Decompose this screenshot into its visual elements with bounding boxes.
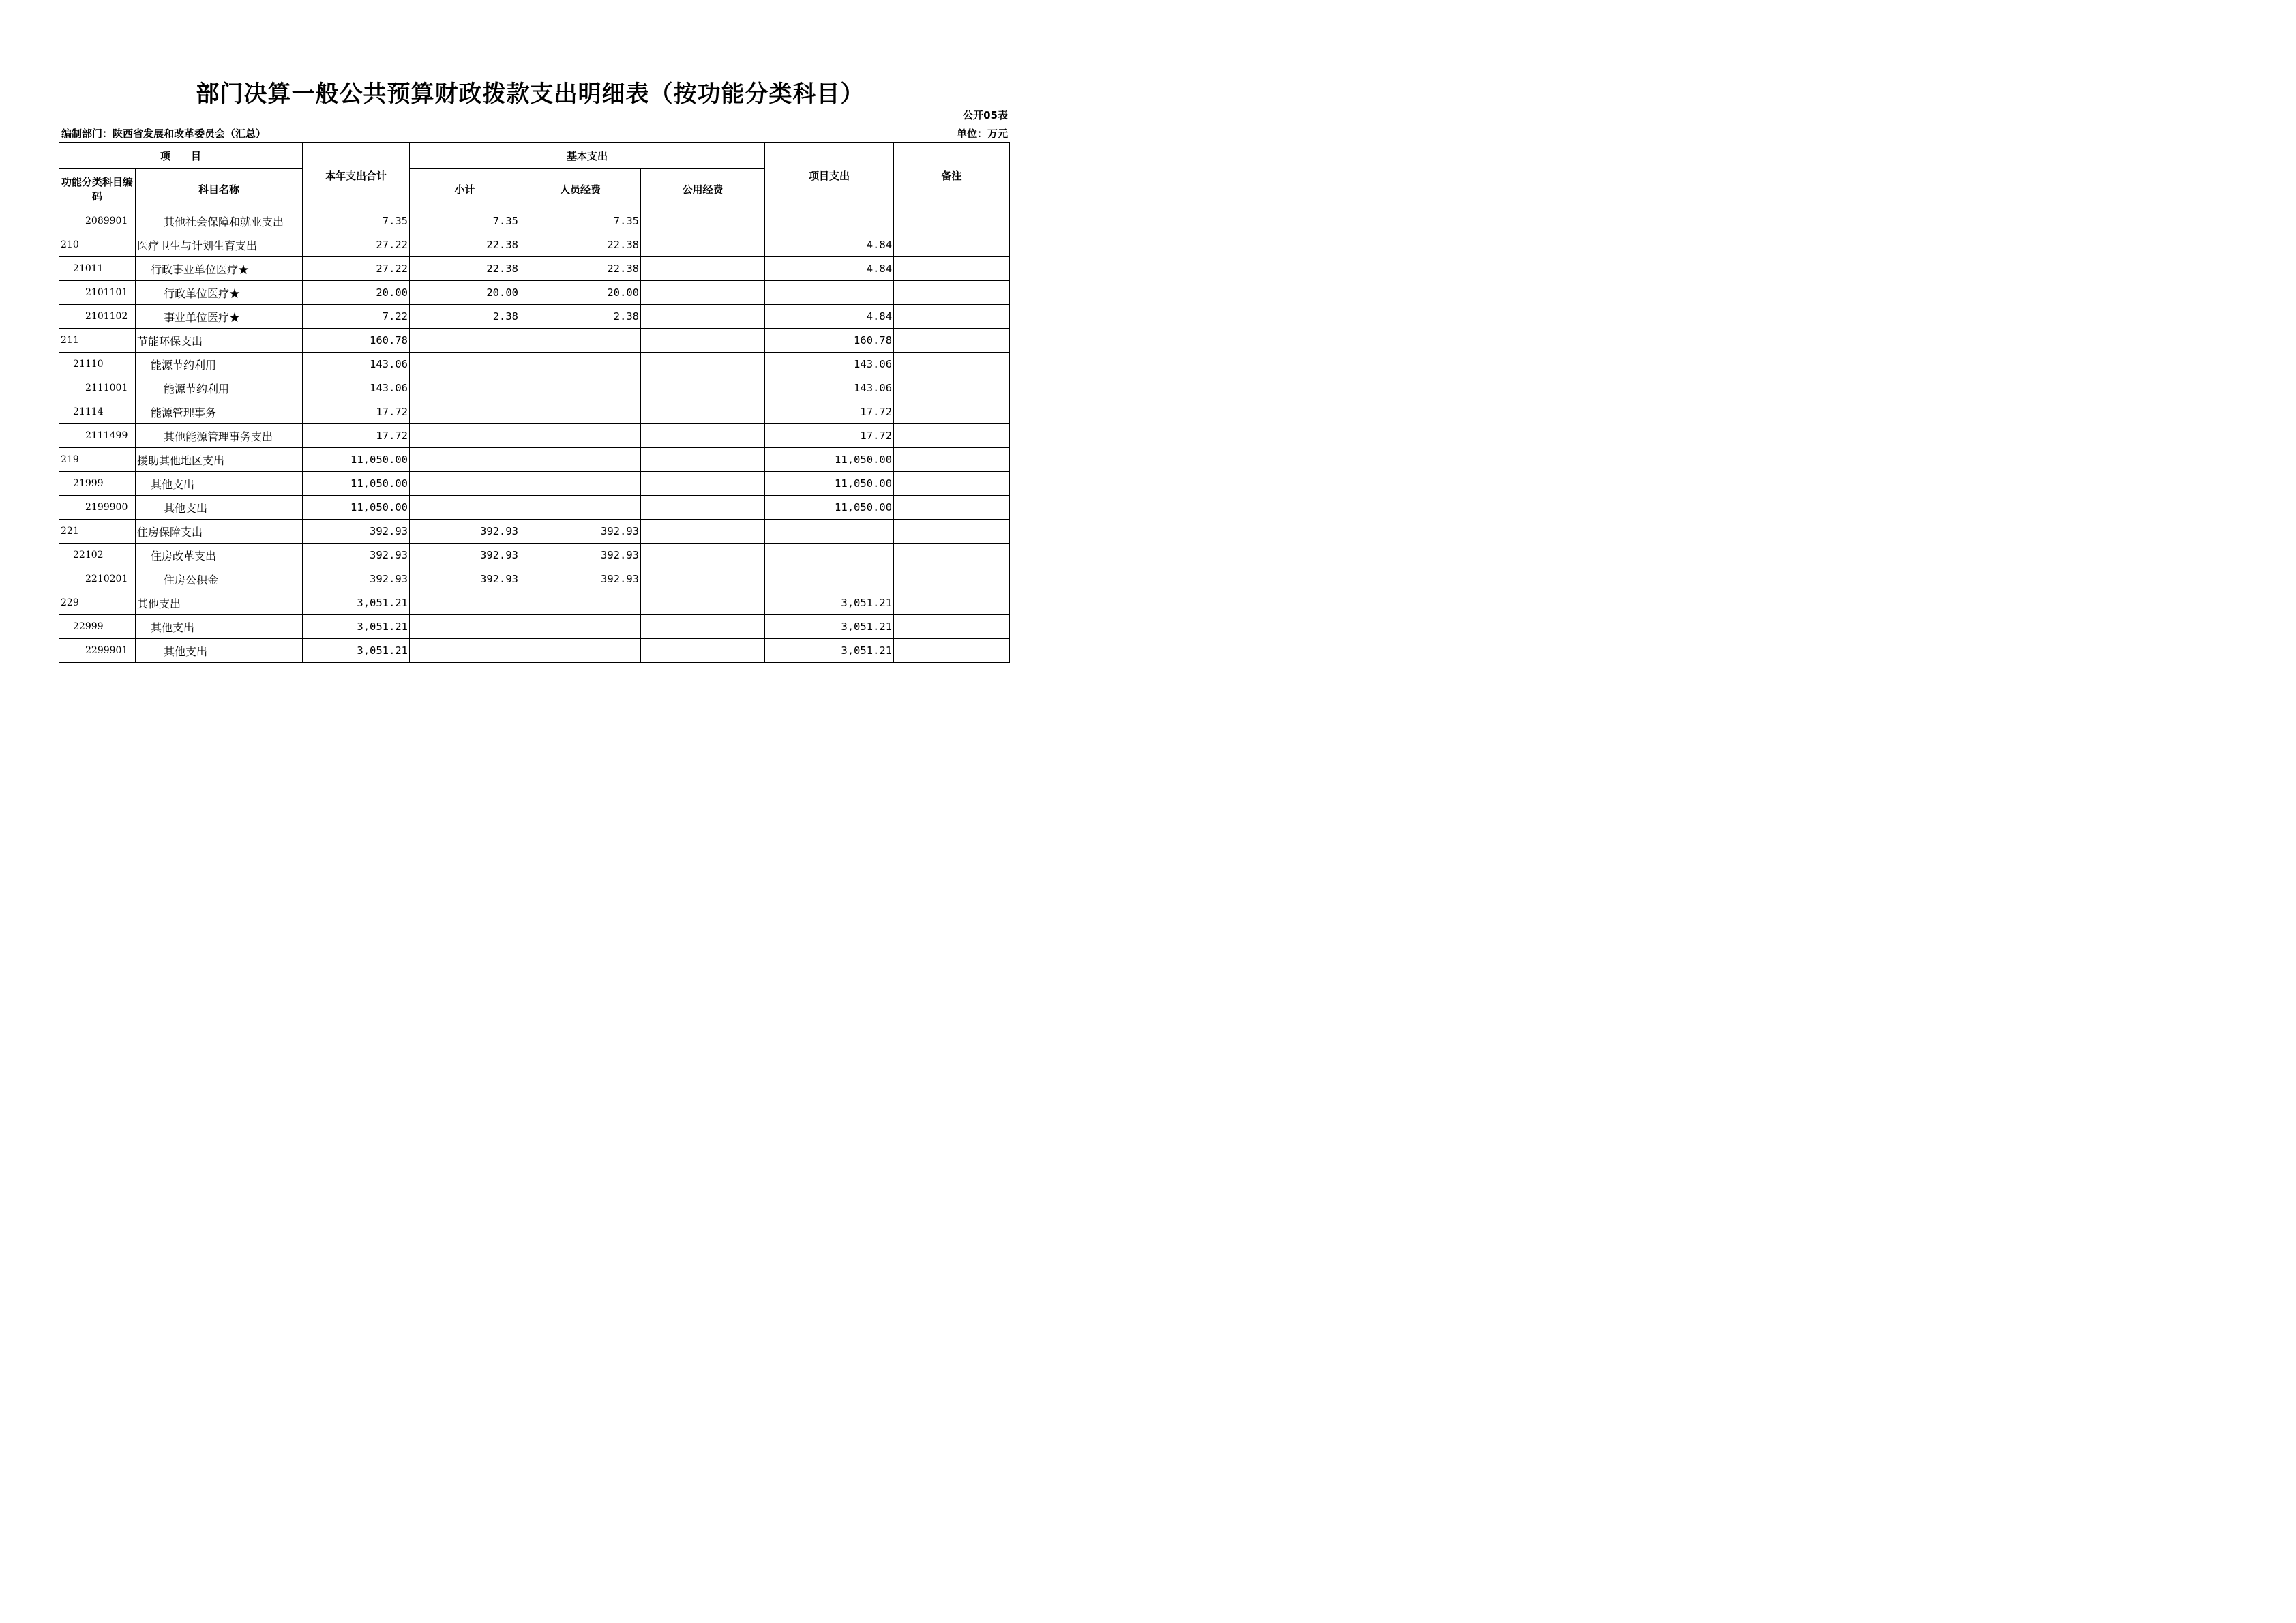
- cell-code: 21114: [59, 400, 136, 424]
- cell-public: [641, 400, 765, 424]
- cell-public: [641, 615, 765, 639]
- cell-subtotal: [410, 448, 520, 472]
- cell-subtotal: [410, 496, 520, 520]
- cell-subtotal: [410, 353, 520, 376]
- cell-project: 17.72: [765, 400, 894, 424]
- cell-code: 2111001: [59, 376, 136, 400]
- cell-subtotal: [410, 424, 520, 448]
- cell-code: 2089901: [59, 209, 136, 233]
- header-code: 功能分类科目编码: [59, 169, 136, 209]
- cell-project: 143.06: [765, 353, 894, 376]
- page-title: 部门决算一般公共预算财政拨款支出明细表（按功能分类科目）: [196, 80, 865, 108]
- cell-public: [641, 639, 765, 663]
- cell-name: 其他支出: [136, 591, 303, 615]
- cell-remark: [894, 591, 1010, 615]
- cell-code: 219: [59, 448, 136, 472]
- cell-remark: [894, 233, 1010, 257]
- table-row: [59, 257, 1010, 281]
- table-row: [59, 472, 1010, 496]
- cell-remark: [894, 353, 1010, 376]
- cell-total: 143.06: [303, 376, 410, 400]
- cell-public: [641, 496, 765, 520]
- cell-personnel: [520, 329, 641, 353]
- cell-remark: [894, 329, 1010, 353]
- cell-public: [641, 353, 765, 376]
- cell-total: 11,050.00: [303, 472, 410, 496]
- table-row: [59, 424, 1010, 448]
- cell-total: 392.93: [303, 544, 410, 567]
- cell-personnel: [520, 448, 641, 472]
- table-row: [59, 496, 1010, 520]
- cell-subtotal: 392.93: [410, 544, 520, 567]
- cell-code: 2210201: [59, 567, 136, 591]
- cell-subtotal: 392.93: [410, 520, 520, 544]
- cell-personnel: [520, 400, 641, 424]
- cell-project: [765, 209, 894, 233]
- cell-name: 节能环保支出: [136, 329, 303, 353]
- cell-public: [641, 591, 765, 615]
- cell-name: 事业单位医疗★: [136, 305, 303, 329]
- table-row: [59, 376, 1010, 400]
- cell-subtotal: 7.35: [410, 209, 520, 233]
- table-row: [59, 448, 1010, 472]
- cell-personnel: [520, 424, 641, 448]
- header-project: 项 目: [59, 143, 303, 169]
- cell-name: 援助其他地区支出: [136, 448, 303, 472]
- table-row: [59, 591, 1010, 615]
- cell-project: [765, 281, 894, 305]
- cell-name: 行政事业单位医疗★: [136, 257, 303, 281]
- cell-project: 143.06: [765, 376, 894, 400]
- cell-total: 27.22: [303, 257, 410, 281]
- cell-public: [641, 281, 765, 305]
- cell-name: 住房改革支出: [136, 544, 303, 567]
- cell-subtotal: 2.38: [410, 305, 520, 329]
- cell-code: 2299901: [59, 639, 136, 663]
- table-row: [59, 353, 1010, 376]
- cell-personnel: 20.00: [520, 281, 641, 305]
- cell-code: 229: [59, 591, 136, 615]
- cell-remark: [894, 448, 1010, 472]
- cell-code: 210: [59, 233, 136, 257]
- table-row: [59, 281, 1010, 305]
- cell-code: 221: [59, 520, 136, 544]
- header-public: 公用经费: [641, 169, 765, 209]
- cell-code: 21999: [59, 472, 136, 496]
- cell-public: [641, 209, 765, 233]
- cell-total: 392.93: [303, 567, 410, 591]
- cell-name: 住房保障支出: [136, 520, 303, 544]
- cell-total: 143.06: [303, 353, 410, 376]
- cell-remark: [894, 496, 1010, 520]
- cell-remark: [894, 305, 1010, 329]
- cell-project: 3,051.21: [765, 615, 894, 639]
- cell-project: [765, 544, 894, 567]
- table-row: [59, 209, 1010, 233]
- cell-name: 能源管理事务: [136, 400, 303, 424]
- cell-public: [641, 233, 765, 257]
- cell-personnel: 2.38: [520, 305, 641, 329]
- cell-subtotal: [410, 329, 520, 353]
- table-row: [59, 567, 1010, 591]
- cell-public: [641, 448, 765, 472]
- cell-project: 3,051.21: [765, 639, 894, 663]
- cell-name: 其他支出: [136, 639, 303, 663]
- header-project-expenditure: 项目支出: [765, 143, 894, 209]
- cell-remark: [894, 400, 1010, 424]
- cell-total: 17.72: [303, 424, 410, 448]
- cell-personnel: 392.93: [520, 520, 641, 544]
- header-basic: 基本支出: [410, 143, 765, 169]
- cell-subtotal: [410, 615, 520, 639]
- cell-remark: [894, 376, 1010, 400]
- cell-remark: [894, 567, 1010, 591]
- cell-remark: [894, 639, 1010, 663]
- cell-project: [765, 520, 894, 544]
- cell-project: 11,050.00: [765, 496, 894, 520]
- cell-personnel: [520, 353, 641, 376]
- cell-name: 其他支出: [136, 496, 303, 520]
- cell-personnel: [520, 496, 641, 520]
- cell-personnel: 392.93: [520, 544, 641, 567]
- cell-name: 其他社会保障和就业支出: [136, 209, 303, 233]
- cell-public: [641, 329, 765, 353]
- cell-remark: [894, 424, 1010, 448]
- header-subtotal: 小计: [410, 169, 520, 209]
- cell-subtotal: [410, 376, 520, 400]
- cell-project: 4.84: [765, 257, 894, 281]
- cell-total: 160.78: [303, 329, 410, 353]
- cell-subtotal: 392.93: [410, 567, 520, 591]
- cell-total: 3,051.21: [303, 615, 410, 639]
- cell-project: 17.72: [765, 424, 894, 448]
- cell-code: 211: [59, 329, 136, 353]
- cell-remark: [894, 472, 1010, 496]
- cell-public: [641, 376, 765, 400]
- cell-personnel: 392.93: [520, 567, 641, 591]
- header-personnel: 人员经费: [520, 169, 641, 209]
- cell-code: 2101102: [59, 305, 136, 329]
- cell-subtotal: [410, 472, 520, 496]
- cell-subtotal: 20.00: [410, 281, 520, 305]
- cell-project: [765, 567, 894, 591]
- department-label: 编制部门：陕西省发展和改革委员会（汇总）: [61, 128, 267, 140]
- cell-total: 20.00: [303, 281, 410, 305]
- table-row: [59, 520, 1010, 544]
- cell-subtotal: [410, 591, 520, 615]
- cell-name: 行政单位医疗★: [136, 281, 303, 305]
- cell-personnel: [520, 376, 641, 400]
- cell-public: [641, 520, 765, 544]
- cell-total: 7.22: [303, 305, 410, 329]
- cell-name: 住房公积金: [136, 567, 303, 591]
- cell-subtotal: 22.38: [410, 257, 520, 281]
- cell-total: 11,050.00: [303, 496, 410, 520]
- table-row: [59, 639, 1010, 663]
- cell-public: [641, 472, 765, 496]
- cell-public: [641, 305, 765, 329]
- table-row: [59, 400, 1010, 424]
- cell-personnel: [520, 472, 641, 496]
- cell-subtotal: 22.38: [410, 233, 520, 257]
- cell-total: 3,051.21: [303, 639, 410, 663]
- cell-personnel: 22.38: [520, 233, 641, 257]
- cell-remark: [894, 281, 1010, 305]
- cell-personnel: 22.38: [520, 257, 641, 281]
- cell-total: 27.22: [303, 233, 410, 257]
- cell-project: 4.84: [765, 233, 894, 257]
- cell-personnel: [520, 639, 641, 663]
- cell-name: 其他能源管理事务支出: [136, 424, 303, 448]
- cell-public: [641, 544, 765, 567]
- cell-project: 160.78: [765, 329, 894, 353]
- header-remark: 备注: [894, 143, 1010, 209]
- cell-code: 2111499: [59, 424, 136, 448]
- cell-total: 392.93: [303, 520, 410, 544]
- cell-project: 3,051.21: [765, 591, 894, 615]
- table-row: [59, 329, 1010, 353]
- cell-code: 2101101: [59, 281, 136, 305]
- cell-total: 11,050.00: [303, 448, 410, 472]
- cell-public: [641, 567, 765, 591]
- cell-personnel: [520, 591, 641, 615]
- cell-remark: [894, 209, 1010, 233]
- cell-name: 医疗卫生与计划生育支出: [136, 233, 303, 257]
- cell-name: 能源节约利用: [136, 353, 303, 376]
- cell-personnel: 7.35: [520, 209, 641, 233]
- cell-subtotal: [410, 400, 520, 424]
- cell-code: 21110: [59, 353, 136, 376]
- cell-remark: [894, 544, 1010, 567]
- table-body: [59, 209, 1010, 663]
- expenditure-table: [59, 142, 1010, 663]
- cell-total: 7.35: [303, 209, 410, 233]
- cell-project: 11,050.00: [765, 448, 894, 472]
- table-row: [59, 544, 1010, 567]
- cell-code: 22102: [59, 544, 136, 567]
- cell-project: 4.84: [765, 305, 894, 329]
- cell-subtotal: [410, 639, 520, 663]
- cell-personnel: [520, 615, 641, 639]
- cell-name: 其他支出: [136, 615, 303, 639]
- unit-label: 单位：万元: [956, 128, 1008, 140]
- cell-remark: [894, 257, 1010, 281]
- cell-project: 11,050.00: [765, 472, 894, 496]
- cell-name: 能源节约利用: [136, 376, 303, 400]
- cell-total: 3,051.21: [303, 591, 410, 615]
- table-row: [59, 233, 1010, 257]
- table-row: [59, 305, 1010, 329]
- cell-public: [641, 424, 765, 448]
- cell-code: 22999: [59, 615, 136, 639]
- cell-name: 其他支出: [136, 472, 303, 496]
- cell-public: [641, 257, 765, 281]
- table-row: [59, 615, 1010, 639]
- cell-remark: [894, 615, 1010, 639]
- table-tag: 公开05表: [963, 109, 1008, 121]
- cell-total: 17.72: [303, 400, 410, 424]
- cell-code: 2199900: [59, 496, 136, 520]
- header-name: 科目名称: [136, 169, 303, 209]
- header-total: 本年支出合计: [303, 143, 410, 209]
- cell-code: 21011: [59, 257, 136, 281]
- cell-remark: [894, 520, 1010, 544]
